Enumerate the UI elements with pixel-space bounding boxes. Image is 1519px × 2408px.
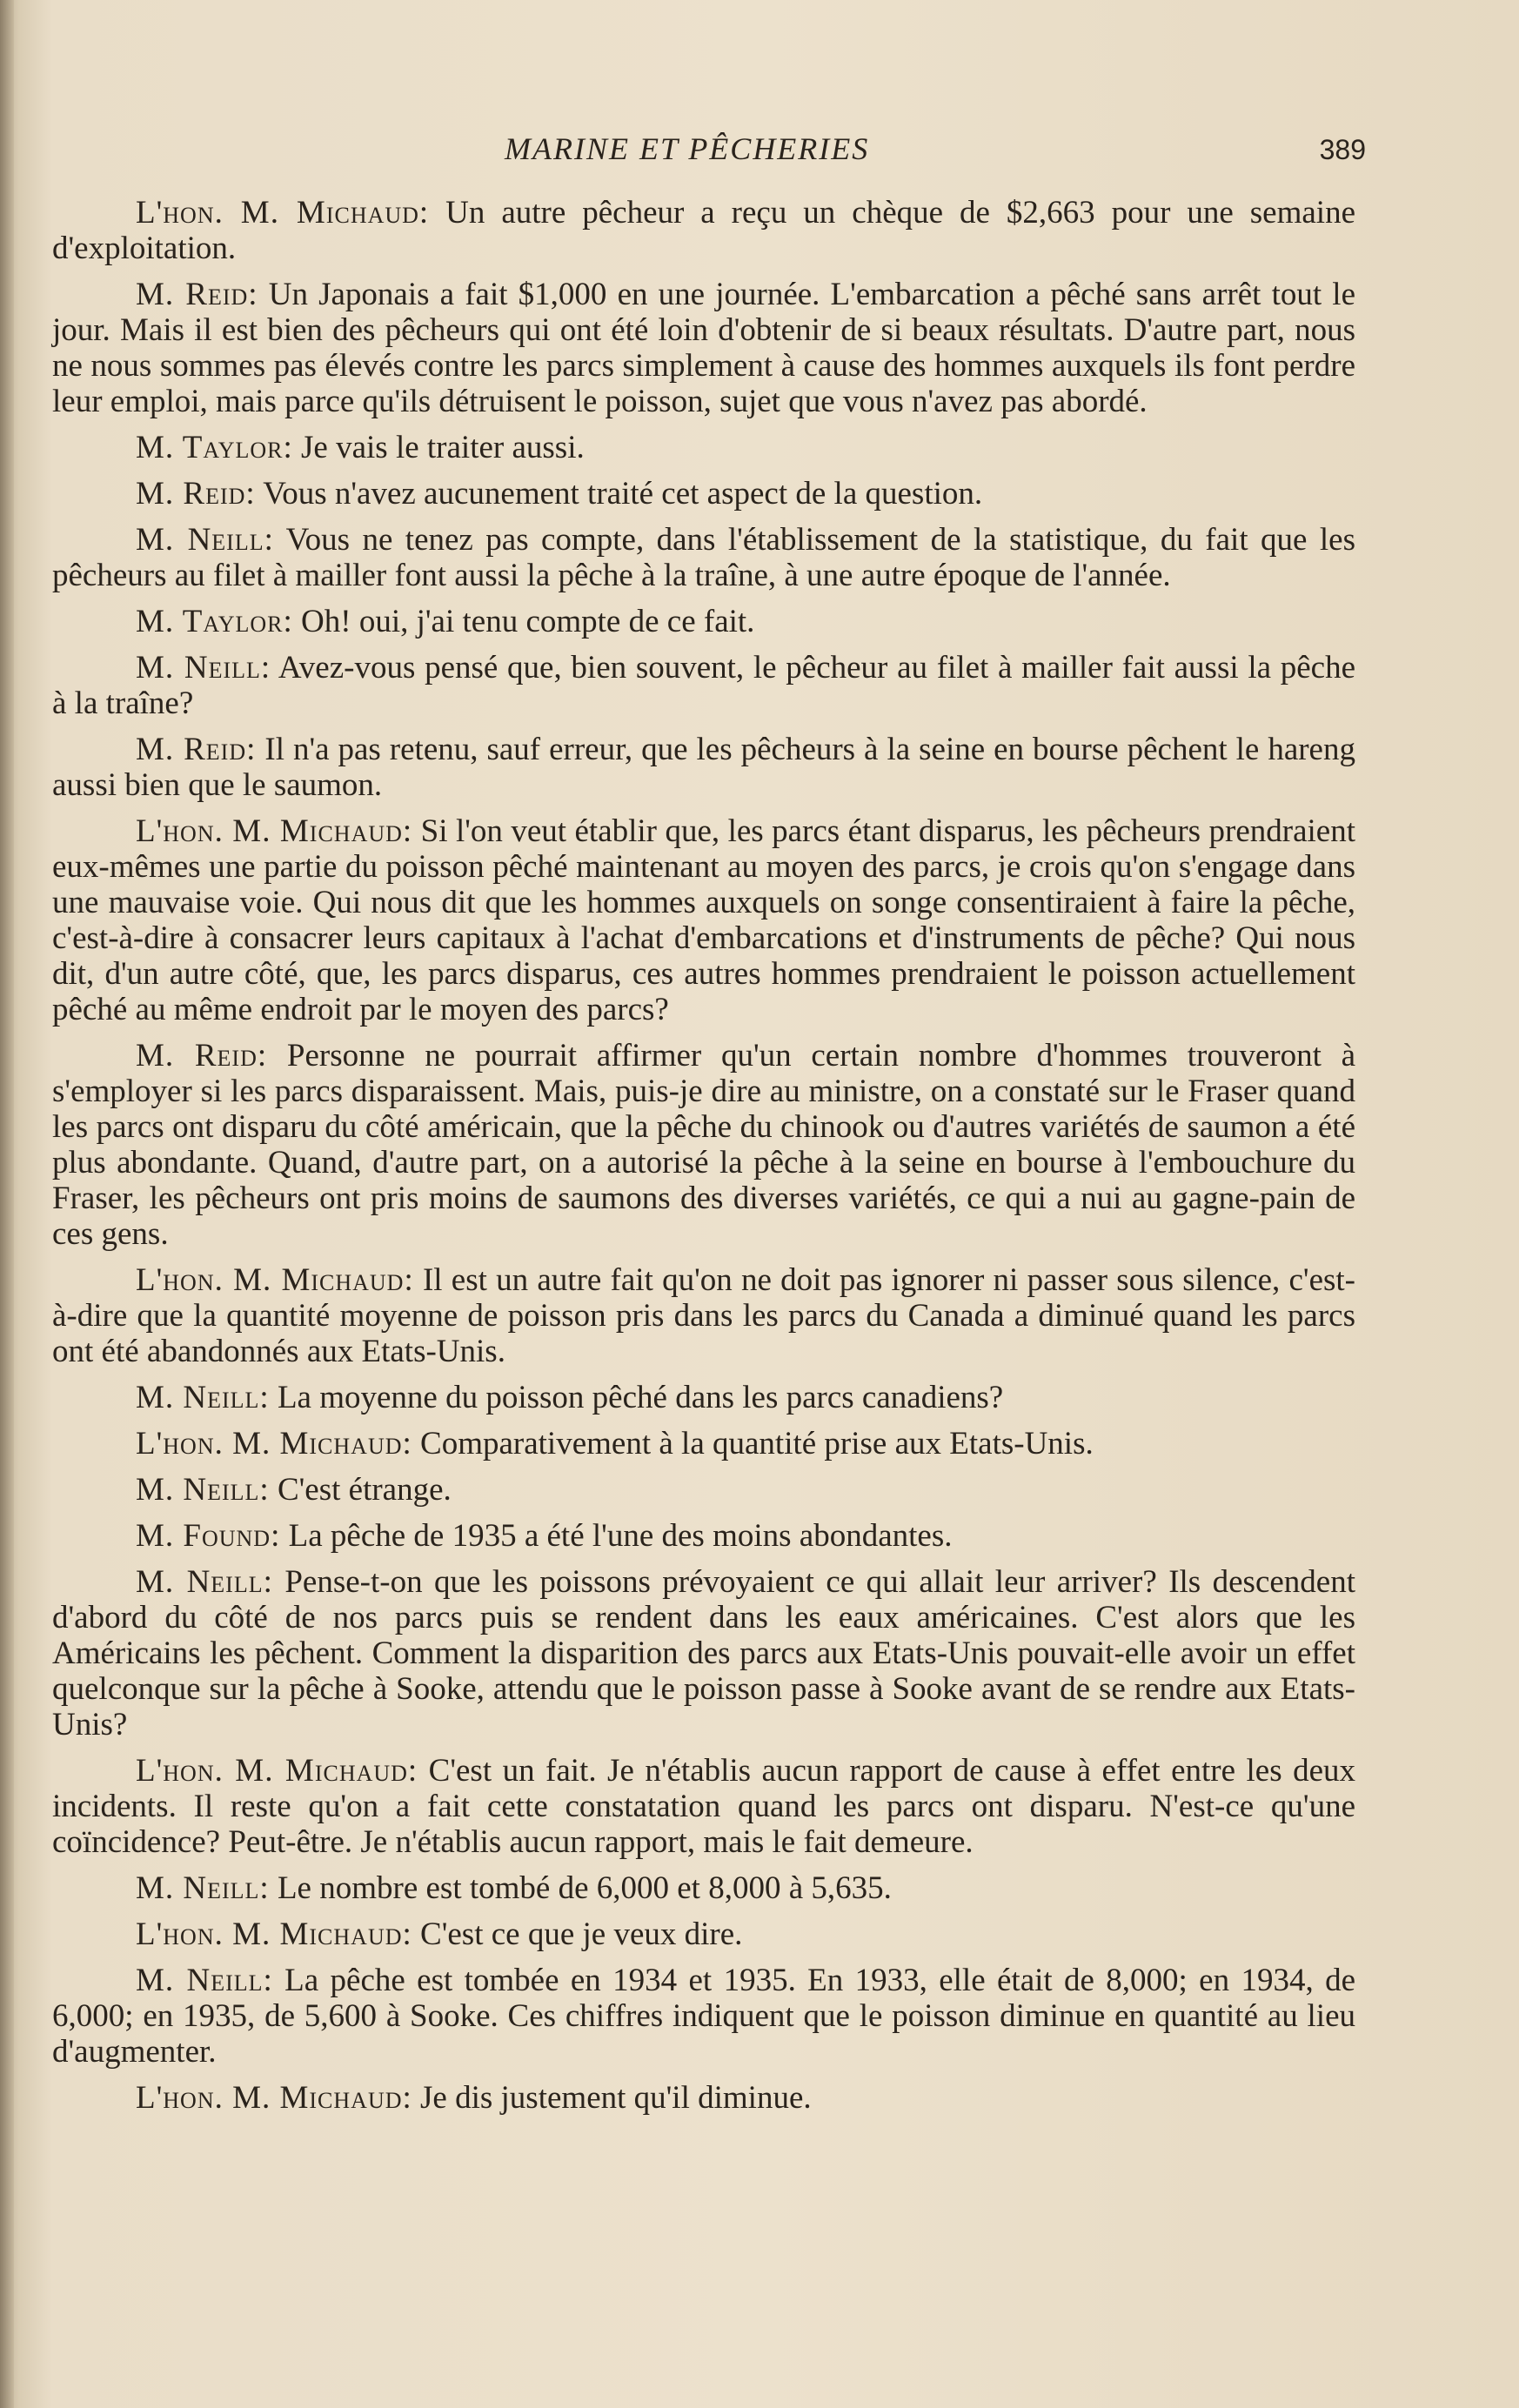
paragraph <box>52 430 1355 465</box>
speaker-name: M. Neill: <box>136 522 274 558</box>
paragraph-text: Je vais le traiter aussi. <box>292 430 585 465</box>
paragraph-text: C'est étrange. <box>269 1472 452 1508</box>
paragraph-text: Avez-vous pensé que, bien souvent, le pêcheur au filet à mailler fait aussi la pêche à la traîne? <box>52 650 1356 721</box>
paragraph-text: Je dis justement qu'il diminue. <box>412 2080 812 2116</box>
paragraph <box>52 732 1355 803</box>
paragraph-text: Le nombre est tombé de 6,000 et 8,000 à 5,635. <box>269 1870 892 1906</box>
speaker-name: M. Neill: <box>136 1564 273 1600</box>
speaker-name: M. Taylor: <box>136 430 293 465</box>
paragraph-text: La pêche est tombée en 1934 et 1935. En 1933, elle était de 8,000; en 1934, de 6,000; en 1935, de 5,600 à Sooke. Ces chiffres indiquent que le poisson diminue en quantité au lieu d'augmenter. <box>52 1963 1355 2070</box>
paragraph <box>52 813 1355 1027</box>
speaker-name: L'hon. M. Michaud: <box>136 1426 412 1462</box>
speaker-name: L'hon. M. Michaud: <box>136 1916 412 1952</box>
paragraph <box>52 1963 1355 2070</box>
paragraph-text: Vous n'avez aucunement traité cet aspect de la question. <box>255 476 983 512</box>
paragraph-text: Oh! oui, j'ai tenu compte de ce fait. <box>292 604 755 639</box>
paragraph <box>52 1916 1355 1952</box>
paragraph <box>52 1564 1355 1742</box>
speaker-name: M. Neill: <box>136 1963 273 1998</box>
speaker-name: L'hon. M. Michaud: <box>136 1753 418 1789</box>
speaker-name: M. Neill: <box>136 650 271 686</box>
paragraph <box>52 1753 1355 1860</box>
paragraph-text: Un autre pêcheur a reçu un chèque de $2,663 pour une semaine d'exploitation. <box>52 195 1355 266</box>
paragraph-text: Si l'on veut établir que, les parcs étant disparus, les pêcheurs prendraient eux-mêmes une partie du poisson pêché maintenant au moyen des parcs, je crois qu'on s'engage dans une mauvaise voie. Qui nous dit que les hommes auxquels on songe consentiraient à faire la pêche, c'est-à-dire à consacrer leurs capitaux à l'achat d'embarcations et d'instruments de pêche? Qui nous dit, d'un autre côté, que, les parcs disparus, ces autres hommes prendraient le poisson actuellement pêché au même endroit par le moyen des parcs? <box>52 813 1355 1027</box>
running-title: MARINE ET PÊCHERIES <box>505 131 870 166</box>
page-header <box>52 122 1366 183</box>
paragraph <box>52 604 1355 639</box>
paragraph <box>52 195 1355 266</box>
speaker-name: M. Found: <box>136 1518 281 1554</box>
paragraph-text: Comparativement à la quantité prise aux Etats-Unis. <box>412 1426 1094 1462</box>
speaker-name: L'hon. M. Michaud: <box>136 813 413 849</box>
transcript-body <box>52 195 1355 2126</box>
paragraph <box>52 1380 1355 1415</box>
paragraph-text: Il n'a pas retenu, sauf erreur, que les pêcheurs à la seine en bourse pêchent le hareng aussi bien que le saumon. <box>52 732 1355 803</box>
paragraph-text: Un Japonais a fait $1,000 en une journée. L'embarcation a pêché sans arrêt tout le jour. Mais il est bien des pêcheurs qui ont été loin d'obtenir de si beaux résultats. D'autre part, nous ne nous sommes pas élevés contre les parcs simplement à cause des hommes auxquels ils font perdre leur emploi, mais parce qu'ils détruisent le poisson, sujet que vous n'avez pas abordé. <box>52 277 1355 419</box>
paragraph-text: La pêche de 1935 a été l'une des moins abondantes. <box>280 1518 953 1554</box>
paragraph-text: Personne ne pourrait affirmer qu'un certain nombre d'hommes trouveront à s'employer si les parcs disparaissent. Mais, puis-je dire au ministre, on a constaté sur le Fraser quand les parcs ont disparu du côté américain, que la pêche du chinook ou d'autres variétés de saumon a été plus abondante. Quand, d'autre part, on a autorisé la pêche à la seine en bourse à l'embouchure du Fraser, les pêcheurs ont pris moins de saumons des diverses variétés, ce qui a nui au gagne-pain de ces gens. <box>52 1038 1355 1252</box>
paragraph-text: Vous ne tenez pas compte, dans l'établissement de la statistique, du fait que les pêcheurs au filet à mailler font aussi la pêche à la traîne, à une autre époque de l'année. <box>52 522 1355 593</box>
speaker-name: M. Neill: <box>136 1870 270 1906</box>
paragraph-text: La moyenne du poisson pêché dans les parcs canadiens? <box>269 1380 1004 1415</box>
paragraph <box>52 522 1355 593</box>
paragraph-text: C'est ce que je veux dire. <box>412 1916 743 1952</box>
page-binding-edge <box>0 0 14 2408</box>
speaker-name: M. Reid: <box>136 732 257 767</box>
paragraph <box>52 1870 1355 1906</box>
paragraph <box>52 277 1355 419</box>
speaker-name: L'hon. M. Michaud: <box>136 2080 412 2116</box>
paragraph-text: C'est un fait. Je n'établis aucun rapport de cause à effet entre les deux incidents. Il reste qu'on a fait cette constatation quand les parcs ont disparu. N'est-ce qu'une coïncidence? Peut-être. Je n'établis aucun rapport, mais le fait demeure. <box>52 1753 1355 1860</box>
paragraph-text: Il est un autre fait qu'on ne doit pas ignorer ni passer sous silence, c'est-à-dire que la quantité moyenne de poisson pris dans les parcs du Canada a diminué quand les parcs ont été abandonnés aux Etats-Unis. <box>52 1262 1356 1369</box>
speaker-name: M. Reid: <box>136 476 256 512</box>
speaker-name: L'hon. M. Michaud: <box>136 195 430 231</box>
speaker-name: M. Taylor: <box>136 604 293 639</box>
paragraph <box>52 1472 1355 1508</box>
speaker-name: M. Neill: <box>136 1472 270 1508</box>
paragraph <box>52 1518 1355 1554</box>
paragraph <box>52 476 1355 512</box>
paragraph <box>52 1262 1355 1369</box>
speaker-name: L'hon. M. Michaud: <box>136 1262 414 1298</box>
speaker-name: M. Neill: <box>136 1380 270 1415</box>
paragraph <box>52 2080 1355 2116</box>
speaker-name: M. Reid: <box>136 1038 268 1074</box>
page-number: 389 <box>1319 134 1366 165</box>
paragraph <box>52 1426 1355 1462</box>
speaker-name: M. Reid: <box>136 277 258 312</box>
paragraph <box>52 650 1355 721</box>
paragraph <box>52 1038 1355 1252</box>
paragraph-text: Pense-t-on que les poissons prévoyaient ce qui allait leur arriver? Ils descendent d'abord du côté de nos parcs puis se rendent dans les eaux américaines. C'est alors que les Américains les pêchent. Comment la disparition des parcs aux Etats-Unis pouvait-elle avoir un effet quelconque sur la pêche à Sooke, attendu que le poisson passe à Sooke avant de se rendre aux Etats-Unis? <box>52 1564 1355 1742</box>
